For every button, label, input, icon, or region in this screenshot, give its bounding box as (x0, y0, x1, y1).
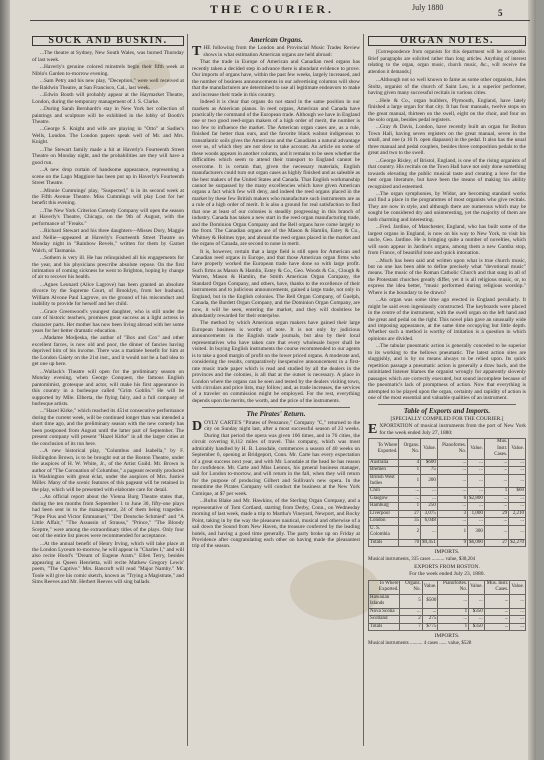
table-row: Chili ... ... ... ... 1 $60 (370, 488, 524, 494)
table-row: London 35 6,048 ... ... ... ... (370, 518, 524, 524)
exports-table-boston (368, 580, 526, 631)
column-american-organs (192, 36, 360, 746)
imports-line: Musical instruments, 335 cases .......... value, $38,204 (368, 556, 476, 562)
exports-intro: EXPORTATION of musical instruments from the port of New York for the week ended July 27, 1880: (368, 422, 526, 438)
organ-note: ...The organ symphonies, by Widor, are becoming standard works and find a place in the programmes of most organists who give recitals. They are now in style, and although there are numerous which may be sought be considered dry and uninteresting, yet the majority of them are both charming and interesting. (368, 190, 526, 223)
organ-note: ...Hele & Co., organ builders, Plymouth, England, have lately finished a large organ for that city. It has four manuals, twelve stops on the great manual, thirteen on the swell, eight on the choir, and four on the solo organ, besides pedal registers. (368, 97, 526, 123)
column-organ-notes (368, 36, 526, 746)
article-title: The Pirates' Return. (246, 410, 306, 419)
organ-note: ...Gray & Davis, London, have recently built an organ for Bolton Town Hall, having seven registers on the great manual, seven in the small, and one (a 16 ft. open diapason) in the pedal. It also has the usual three manual and pedal couplers, besides three composition pedals to the great and two to the swell. (368, 124, 526, 157)
page-number: 5 (498, 8, 503, 18)
news-item: ...Sothern is very ill. He has relinquished all his engagements for the year, and his physicians prescribe absolute repose. On the first intimation of coming sickness he went to Brighton, hoping by change of air to recover his health. (32, 255, 184, 281)
organ-note: ...Much has been said and written upon what is true church music, but no one has been able to define precisely what "devotional music" means. The music of the Roman Catholic Church and that sung in all of the Protestant churches greatly differ, yet it is all religious music, or, to express the idea better, "music performed during religious worship." Where is the boundary to be drawn? (368, 257, 526, 296)
article-lead: THE following from the London and Provincial Music Trades Review shows in what estimation American organs are held abroad: (192, 44, 360, 60)
table-total-row: Totals 7 $775 1 $350 ... ... (370, 623, 524, 629)
news-item: ...Madame Modjeska, the author of "Box and Cox" and other excellent farces, is now old and poor, the dinner of fancies having deprived him of his income. There was a matinée benefit for him at the London Gaiety on the 21st inst., and it would not be a bad idea to get one up here. (32, 335, 184, 368)
imports-line: Musical instruments .......... 4 cases ...... value, $528 (368, 640, 472, 646)
table-row: U. S. Colombia 2 ... 1 300 ... ... (370, 525, 524, 538)
section-title: SOCK AND BUSKIN. (32, 36, 184, 46)
column-rule (363, 34, 364, 746)
news-item: ...Agnes Leonard (Alice Lagrove) has been granted an absolute divorce by the Supreme Court, of Brooklyn, from her husband, William Alvone Paul Lagrove, on the ground of his misconduct and inability to provide for herself and her child. (32, 281, 184, 308)
news-item: ...Grace Greenwood's youngest daughter, who is still under the care of historic teachers, promises great success as a light actress in character parts. Her mother has now been living abroad with her some years for her better dramatic education. (32, 308, 184, 335)
article-paragraph: That the trade in Europe of American and Canadian reed organs has recently taken a decided step in advance there is abundant evidence to prove. Our imports of organs have, within the past few weeks, largely increased, and the number of business announcements in our advertising columns will show that the manufacturers are determined to use all legitimate endeavors to make and increase their trade in this country. (192, 59, 360, 98)
organ-note: ...Although not so well known to fame as some other organists, Jules Stoltz, organist of the church of Saint Leu, is a superior performer, having given many successful recitals in various cities. (368, 77, 526, 97)
organ-note: ...The tabular pneumatic action is generally conceded to be superior to its working to the bellows pneumatic. The latest action sites are sluggishly, and is by no means always to be relied upon. Its quick repetition passage a pneumatic action is generally a draw back, and the uninitiated listener blames the organist wrongly for apparently slovenly passages which are correctly executed, but sound incomplete because of the pneumatic's lack of promptness of action. Now that everything is attempted to be played upon the organ, certainty and rapidity of action is one of the most essential and valuable qualities of an instrument. (368, 343, 526, 402)
news-item: ...Edwin Booth will probably appear at the Haymarket Theatre, London, during the temporary management of J. S. Clarke. (32, 92, 184, 105)
imports-heading: IMPORTS. (434, 549, 460, 556)
header-date: July 1880 (412, 3, 444, 12)
imports-heading: IMPORTS. (434, 633, 460, 640)
table-row: Scotland 2 275 ... ... ... ... (370, 616, 524, 622)
table-row: British West Indies 1 200 ... ... ... ... (370, 474, 524, 486)
news-item: ...Minnie Cummings' play, "Suspected," is in its second week at the Fifth Avenue Theatre. Miss Cummings will play Lost for her benefit this evening. (32, 187, 184, 207)
table-total-row: Totals 70 $9,451 9 $6,000 27 $2,270 (370, 539, 524, 545)
article-lead: DOYLY CARTE'S "Pirates of Penzance," Company "C," returned to the city on Sunday night last, after a most successful season of 23 weeks. During that period the opera was given 166 times, and in 76 cities, the circuit covering 8,112 miles of travel. This company, which was most admirably handled by H. B. Lonsdale, commences a season of 40 weeks on September 6, opening at Bridgeport, Conn. Mr. Carte has every expectation of a great success next year, and with Mr. Lonsdale at the head he has reason for confidence. Mr. Carte and Miss Lennox, his general business manager, sail for London to-morrow, and will return in the fall, when they will return for the purpose of producing Gilbert and Sullivan's new opera. In the meantime the Pirates Company will conduct the business at the New York Comique, at $7 per week. (192, 418, 360, 497)
news-item: ...Haverly's genuine colored minstrels begin their fifth week at Niblo's Garden to-morrow evening. (32, 64, 184, 77)
section-intro: [Correspondence from organists for this department will be acceptable. Brief paragraphs are solicited rather than long articles. Anything of interest relating to the organ, organ music, church music, &c., will receive the attention it demands.] (368, 50, 526, 75)
masthead: THE COURIER. (210, 2, 335, 16)
table-row: Hamburg 1 250 ... ... ... ... (370, 503, 524, 509)
news-item: ...The theatre at Sydney, New South Wales, was burned Thursday of last week. (32, 50, 184, 63)
table-header-row: To Where Exported. Organs. No. Value. Pianofortes. No. Value. Mus. Instr. Cases. Value. (369, 580, 526, 594)
news-item: ...Richard Stewart and his three daughters—Misses Dory, Maggie and Nellie—appeared at Haverly's Fourteenth Street Theatre on Monday night in "Rainbow Revels," written for them by Garnet Walch, of Tasmania. (32, 228, 184, 254)
drop-cap: E (368, 422, 378, 438)
article-title: American Organs. (249, 36, 303, 44)
exports-boston-subtitle: For the week ended July 23, 1880. (409, 571, 485, 578)
page-header (10, 0, 536, 20)
news-item: ...At the annual benefit of Henry Irving, which will take place at the London Lyceum to-morrow, he will appear in "Charles I," and will also recite Hood's "Dream of Eugene Aram." Ellen Terry, besides appearing as Queen Henrietta, will recite Mathew Gregory Lewis' poem, "The Captive." Mrs. Bancroft will read "Major Namby." Mr. Toole will give his comic sketch, known as "Trying a Magistrate," and Sims Reeves and Mr. Herbert Reeves will sing ballads. (32, 540, 184, 586)
table-row: Hawaiian Islands 5 $500 ... ... ... ... (370, 594, 524, 607)
news-item: ...Wallack's Theatre will open for the preliminary season on Monday evening, when George Conquest, the famous English pantomimist, grotesque and actor, will make his first appearance in this country in a burlesque called "Grim Goblin." He will be supported by Mlle. Elberta, the flying fairy, and a full company of burlesque artists. (32, 368, 184, 408)
exports-subtitle: [SPECIALLY COMPILED FOR THE COURIER.] (390, 415, 504, 422)
article-paragraph: It is, however, certain that a large field is still open for American and Canadian reed organs in Europe, and that those American organ firms who have properly worked the European trade have done so with large profit. Such firms as Mason & Hamlin, Estey & Co., Geo. Woods & Co., Clough & Warren, Mason & Hamlin, the Smith American Organ Company, the Standard Organ Company, and others, have, thanks to the excellence of their instruments and to judicious announcements, gained a large trade, not only in England, but in the English colonies. The Bell Organ Company, of Guelph, Canada, the Burdett Organ Company, and the Dominion Organ Company, are now, it will be seen, entering the market, and they will doubtless be abundantly rewarded for their enterprise. (192, 248, 360, 320)
exports-boston-heading: EXPORTS FROM BOSTON. (414, 563, 480, 570)
organ-note: ...George Risley, of Bristol, England, is one of the rising organists of that country. His recitals on the Town Hall have not only done something towards elevating the public musical taste and creating a love for the best organ literature, but have been the means of making his ability recognized and esteemed. (368, 157, 526, 190)
page-right-edge (528, 0, 536, 760)
news-item: ...George S. Knight and wife are playing in "Otto" at Sadler's Wells, London. The London papers speak well of Mr. and Mrs. Knight. (32, 126, 184, 146)
table-row: Liverpool 27 3,075 3 1,000 29 2,210 (370, 510, 524, 516)
header-rule (30, 20, 530, 21)
news-item: ...The Stewart family made a hit at Haverly's Fourteenth Street Theatre on Monday night, and the probabilities are they will have a good run. (32, 146, 184, 166)
article-paragraph: The method by which American organ makers have gained their large European business is worthy of note. It is not only by judicious announcements in the English trade journals, but also by their local representatives who have taken care that every wholesale buyer shall be visited. In buying English instruments the course recommended to our agents is to take a good margin of profit on the lower priced organs. A moderate and, considering the results, comparatively inexpensive announcement in a first-rate music trade paper which is read and studied by all the dealers in the provinces and the colonies, is all that at the outset is necessary. A place in London where the organs can be seen and tested by the dealers visiting town, with circulars and price lists, may follow; and, as trade increases, the services of a traveler on commission might be employed. For the rest, everything depends upon the merits, the worth, and the price of the instruments. (192, 320, 360, 404)
drop-cap: T (192, 44, 202, 60)
section-divider (378, 404, 516, 405)
article-divider (202, 407, 350, 408)
news-item: ...Sam Petry and his new play, "Deception," were well received at the Baldwin Theatre, at San Francisco, Cal., last week. (32, 78, 184, 91)
table-row: Bremen 1 75 ... ... ... ... (370, 467, 524, 473)
table-row: Australia 4 $600 ... ... ... ... (370, 459, 524, 465)
article-paragraph: Indeed it is clear that organs do not stand in the same position in our markets as American pianos. In reed organs, American and Canada have practically the command of the European trade. Although we have in England one or two good reed-organ makers of a high order of merit, the number is too few to influence the market. The American organ cases are, as a rule, finished far better than ours, and the favorite black walnut indigenous to transatlantic soils gives the Americans and the Canadians a natural advantage over us, of which they are not slow to take account. An article on some of these woods appears in another column, and it remains to be seen whether the difficulties which seem to attend their transport to England cannot be overcome. It is certain that, given the necessary materials, English manufacturers could turn out organ cases as highly finished and as saleable as the best makers of the United States and Canada. That English workmanship cannot be surpassed by the many excellencies which have given American organs a fact which few will deny, and indeed the reed organs placed in the market by these few British makers who manufacture such instruments are as a rule of a high order of merit. It is also a ground for real satisfaction to find that one at least of our colonies is steadily progressing in this branch of industry. Canada has taken a new start in the reed organ manufacturing trade, and the Dominion Organ Company and the Bell organs have come largely to the front. The Canadian organs are of the Mason & Hamlin, Estey & Co., Whitney & Holmes type, and abroad the reed organs placed in the market and the organs of Canada, are second to none in merit. (192, 99, 360, 248)
exports-title: Table of Exports and Imports. (403, 407, 491, 416)
column-rule (187, 34, 188, 746)
table-row: Nova Scotia ... ... 1 $350 ... ... (370, 608, 524, 614)
book-binding-edge (0, 0, 10, 760)
newspaper-page (10, 0, 536, 760)
exports-table-new-york (368, 438, 526, 547)
article-paragraph: ...Rufus Blake and Mr. Hawkins, of the Sterling Organ Company, and a representative of Tom Cortland, starting from Derby, Conn., on Wednesday morning of last week, made a trip to Martha's Vineyard, Newport, and Rocky Point, taking in by the way the pleasures nautical, musical and otherwise of a sail down the Sound from New Haven, the treasure conferred by the leading hotels, and having a good time generally. The party broke up on Friday at Providence after congratulating each other on having made the pleasantest trip of the season. (192, 498, 360, 550)
news-item: ...The New York Criterion Comedy Company will open the season at Haverly's Theatre, Chicago, on the 9th of August, with the performance of "Freaks." (32, 207, 184, 227)
news-item: ...A new historical play, "Columbus and Isabella," by F. Hollingdon Brown, is to be brought out at the Boston Theatre, under the auspices of H. W. White, Jr., of the Artist Guild. Mr. Brown is author of "The Coronation of Columbus," a pageant recently produced in Washington with great éclat, under the auspices of Mrs. Justice Miller. Many of the scenic features of this pageant will be retained in the play, which will be presented with elaborate care for detail. (32, 448, 184, 493)
column-sock-and-buskin (32, 36, 184, 746)
news-item: ...A new drop curtain of handsome appearance, representing a scene on the Lago Maggiore has been put up in Haverly's Fourteenth Street Theatre. (32, 167, 184, 187)
organ-note: ...Fred. Jardine, of Manchester, England, who has built some of the largest organs in England, is now on his way to New York, to visit his uncle, Geo. Jardine. He is bringing quite a number of novelties, which will soon appear in Jardine's organs, among them a new Gamba stop, from France, of beautiful tone and quick intonation. (368, 224, 526, 257)
drop-cap: D (192, 418, 203, 434)
news-item: ...An official report about the Vienna Burg Theatre states that, during the ten months from September 1 to June 30, fifty-one plays had been sent in to the management, 24 of them being tragedies. "Pope Pius and Victor Emmanuel," "Der Deutsche Schmied" and "A Little Affair," "The Assassin of Strauss," "Prince," "The Bloody Sceptre," were among the extraordinary titles of the plays. Only four out of the entire list pieces were recommended for acceptance. (32, 494, 184, 540)
organ-note: ...An organ was some time ago erected in England peculiarly. It might be said even ingeniously constructed. The keyboards were placed in the centre of the instrument, with the swell organ on the left hand and the great and pedal on the right. This novel plan gave an unusually wide and imposing appearance, at the same time occupying but little depth. Whether such a method is worthy of imitation is a question in which opinions are divided. (368, 297, 526, 342)
table-header-row: To Where Exported. Organs. No. Value. Pianofortes. No. Value. Mus. Instr. Cases. Value. (369, 439, 526, 459)
news-item: ..."Hazel Kirke," which reached its 451st consecutive performance during the current week, will be continued longer than was intended a short time ago, and the preliminary season with the new comedy has been postponed from August until the latter part of September. The present company will present "Hazel Kirke" in all the larger cities at the conclusion of its run here. (32, 408, 184, 447)
section-title: ORGAN NOTES. (368, 36, 526, 46)
news-item: ...During Sarah Bernhardt's stay in New York her collection of paintings and sculpture will be exhibited in the lobby of Booth's Theatre. (32, 106, 184, 125)
table-row: Glasgow ... ... 6 $2,800 ... ... (370, 495, 524, 501)
